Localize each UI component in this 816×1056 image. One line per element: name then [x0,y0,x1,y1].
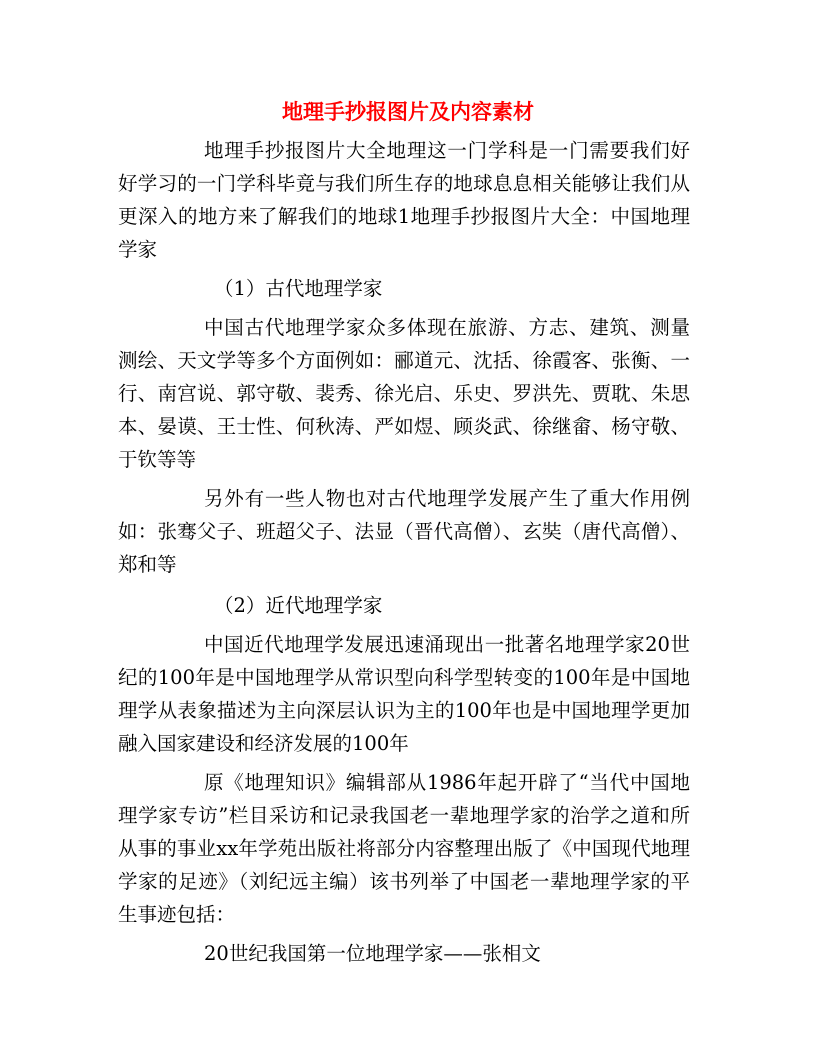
geography-knowledge-paragraph: 原《地理知识》编辑部从1986年起开辟了“当代中国地理学家专访”栏目采访和记录我国老一辈地理学家的治学之道和所从事的事业xx年学苑出版社将部分内容整理出版了《中国现代地理学家的足迹》（刘纪远主编）该书列举了中国老一辈地理学家的平生事迹包括： [118,771,690,926]
document-body [118,134,690,970]
other-figures-paragraph: 另外有一些人物也对古代地理学发展产生了重大作用例如：张骞父子、班超父子、法显（晋代高僧）、玄奘（唐代高僧）、郑和等 [118,487,690,576]
first-geographer-paragraph: 20世纪我国第一位地理学家——张相文 [204,942,541,965]
page-title: 地理手抄报图片及内容素材 [282,99,534,124]
section-heading-ancient: （1）古代地理学家 [214,277,383,300]
ancient-geographers-paragraph: 中国古代地理学家众多体现在旅游、方志、建筑、测量测绘、天文学等多个方面例如：郦道元、沈括、徐霞客、张衡、一行、南宫说、郭守敬、裴秀、徐光启、乐史、罗洪先、贾耽、朱思本、晏谟、王士性、何秋涛、严如煜、顾炎武、徐继畲、杨守敬、于钦等等 [118,316,690,471]
modern-geography-paragraph: 中国近代地理学发展迅速涌现出一批著名地理学家20世纪的100年是中国地理学从常识型向科学型转变的100年是中国地理学从表象描述为主向深层认识为主的100年也是中国地理学更加融入国家建设和经济发展的100年 [118,633,690,755]
section-heading-modern: （2）近代地理学家 [214,594,383,617]
intro-paragraph: 地理手抄报图片大全地理这一门学科是一门需要我们好好学习的一门学科毕竟与我们所生存的地球息息相关能够让我们从更深入的地方来了解我们的地球1地理手抄报图片大全：中国地理学家 [118,139,690,261]
